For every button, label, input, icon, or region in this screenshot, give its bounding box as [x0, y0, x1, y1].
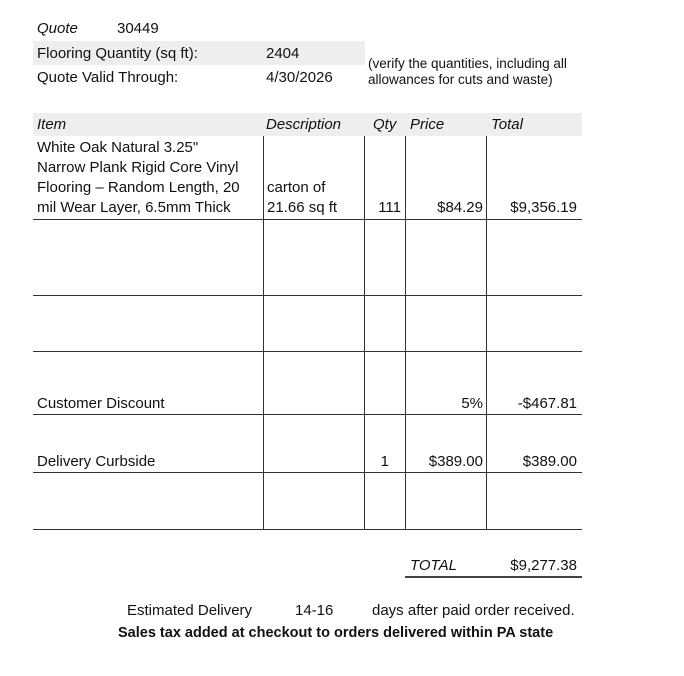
flooring-quantity-value: 2404 — [266, 45, 300, 62]
column-divider-total — [486, 136, 487, 530]
row-divider-6 — [33, 529, 582, 530]
quote-valid-label: Quote Valid Through: — [37, 69, 179, 86]
delivery-item: Delivery Curbside — [37, 453, 156, 470]
quote-label: Quote — [37, 20, 78, 37]
delivery-qty: 1 — [380, 453, 389, 470]
verify-note-line-1: (verify the quantities, including all — [368, 56, 567, 71]
quote-number: 30449 — [117, 20, 159, 37]
header-qty: Qty — [373, 116, 397, 133]
discount-price: 5% — [461, 395, 483, 412]
row-divider-2 — [33, 295, 582, 296]
discount-total: -$467.81 — [517, 395, 577, 412]
discount-item: Customer Discount — [37, 395, 165, 412]
grand-total-value: $9,277.38 — [510, 557, 577, 574]
delivery-total: $389.00 — [522, 453, 577, 470]
product-total: $9,356.19 — [510, 199, 577, 216]
estimated-delivery-range: 14-16 — [295, 602, 334, 619]
row-divider-5 — [33, 472, 582, 473]
product-price: $84.29 — [437, 199, 483, 216]
header-description: Description — [266, 116, 342, 133]
product-item-line-2: Narrow Plank Rigid Core Vinyl — [37, 159, 239, 176]
flooring-quantity-label: Flooring Quantity (sq ft): — [37, 45, 198, 62]
row-divider-1 — [33, 219, 582, 220]
estimated-delivery-suffix: days after paid order received. — [372, 602, 575, 619]
verify-note-line-2: allowances for cuts and waste) — [368, 72, 553, 87]
grand-total-label: TOTAL — [410, 557, 457, 574]
row-divider-4 — [33, 414, 582, 415]
grand-total-underline — [405, 576, 582, 578]
column-divider-price — [405, 136, 406, 530]
product-item-line-3: Flooring – Random Length, 20 — [37, 179, 240, 196]
header-price: Price — [410, 116, 445, 133]
header-item: Item — [37, 116, 67, 133]
product-item-line-4: mil Wear Layer, 6.5mm Thick — [37, 199, 231, 216]
quote-valid-value: 4/30/2026 — [266, 69, 333, 86]
product-description-line-2: 21.66 sq ft — [267, 199, 338, 216]
column-divider-qty — [364, 136, 365, 530]
delivery-price: $389.00 — [428, 453, 483, 470]
product-description-line-1: carton of — [267, 179, 326, 196]
product-item-line-1: White Oak Natural 3.25" — [37, 139, 199, 156]
header-total: Total — [491, 116, 523, 133]
product-qty: 111 — [378, 199, 401, 216]
column-divider-description — [263, 136, 264, 530]
row-divider-3 — [33, 351, 582, 352]
estimated-delivery-label: Estimated Delivery — [127, 602, 253, 619]
sales-tax-note: Sales tax added at checkout to orders delivered within PA state — [118, 625, 554, 641]
